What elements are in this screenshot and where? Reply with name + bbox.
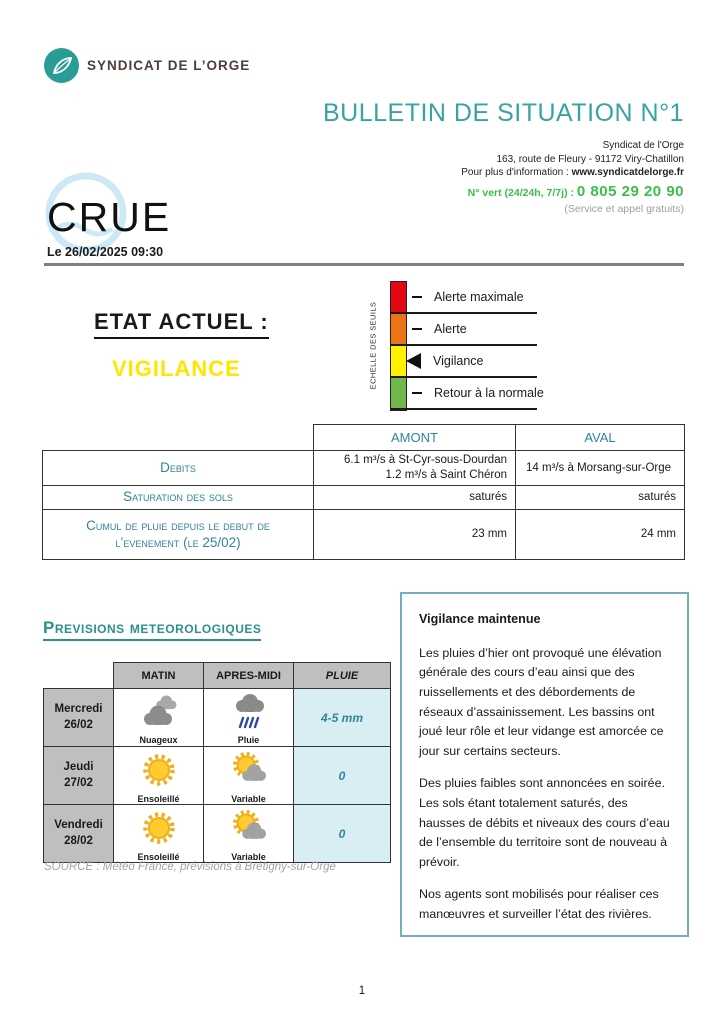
tick-mark (412, 392, 422, 394)
debits-amont-value: 6.1 m³/s à St-Cyr-sous-Dourdan 1.2 m³/s à Saint Chéron (314, 451, 516, 486)
column-header-aval: AVAL (516, 425, 685, 451)
notice-paragraph: Des pluies faibles sont annoncées en soirée. Les sols étant totalement saturés, des hausses de débits et niveaux des cours d’eau de l’ensemble du territoire sont de nouveau à prévoir. (419, 776, 670, 869)
sun-cloud-icon (229, 751, 269, 789)
rain-amount-cell: 4-5 mm (294, 689, 391, 747)
green-number-note: (Service et appel gratuits) (564, 202, 684, 215)
saturation-amont-value: saturés (314, 486, 516, 510)
scale-level-row-current (390, 345, 550, 377)
weather-caption: Variable (231, 851, 266, 862)
current-state-label: ETAT ACTUEL : (94, 309, 269, 339)
sun-cloud-icon (229, 809, 269, 847)
day-cell: Mercredi 26/02 (44, 689, 114, 747)
event-datetime: Le 26/02/2025 09:30 (47, 245, 164, 259)
tick-mark (412, 328, 422, 330)
forecast-source: SOURCE : Météo France, prévisions à Brétigny-sur-Orge (44, 861, 336, 873)
weather-caption: Ensoleillé (137, 793, 180, 804)
sun-icon (139, 809, 179, 847)
green-number-line (461, 182, 684, 202)
notice-title: Vigilance maintenue (419, 612, 541, 626)
current-state-value: VIGILANCE (112, 356, 241, 381)
cumul-aval-value: 24 mm (516, 510, 685, 560)
brand-name: SYNDICAT DE L’ORGE (87, 58, 251, 73)
debits-aval-value: 14 m³/s à Morsang-sur-Orge (516, 451, 685, 486)
saturation-aval-value: saturés (516, 486, 685, 510)
scale-level-row (390, 377, 550, 409)
cumul-amont-value: 23 mm (314, 510, 516, 560)
page-number: 1 (358, 985, 366, 997)
column-header-amont: AMONT (314, 425, 516, 451)
scale-level-label: Retour à la normale (434, 386, 544, 400)
weather-cell-morning (114, 805, 204, 863)
rain-icon (229, 694, 269, 730)
forecast-table (43, 662, 391, 863)
scale-level-row (390, 281, 550, 313)
rain-amount-cell: 0 (294, 805, 391, 863)
current-level-arrow-icon (406, 353, 421, 369)
syndicat-logo (44, 48, 79, 83)
weather-cell-morning (114, 689, 204, 747)
event-title: CRUE (47, 194, 172, 240)
page-title: BULLETIN DE SITUATION N°1 (323, 99, 684, 127)
weather-caption: Ensoleillé (137, 851, 180, 862)
forecast-heading: Previsions meteorologiques (43, 618, 261, 641)
column-header-matin: MATIN (114, 663, 204, 689)
weather-cell-afternoon (204, 689, 294, 747)
scale-level-label: Alerte maximale (434, 290, 524, 304)
green-number-label: N° vert (24/24h, 7/7j) : (467, 186, 577, 199)
day-cell: Jeudi 27/02 (44, 747, 114, 805)
leaf-icon (50, 54, 74, 78)
scale-level-label: Vigilance (433, 354, 484, 368)
rain-amount-cell: 0 (294, 747, 391, 805)
weather-caption: Pluie (237, 734, 260, 745)
column-header-apres-midi: APRES-MIDI (204, 663, 294, 689)
weather-cell-morning (114, 747, 204, 805)
day-cell: Vendredi 28/02 (44, 805, 114, 863)
info-line (461, 166, 684, 180)
empty-cell (43, 425, 314, 451)
header-divider (44, 263, 684, 266)
website-link[interactable]: www.syndicatdelorge.fr (571, 167, 684, 178)
org-line: Syndicat de l'Orge (602, 140, 684, 151)
situation-table (42, 424, 685, 560)
weather-cell-afternoon (204, 747, 294, 805)
notice-paragraph: Nos agents sont mobilisés pour réaliser ces manœuvres et surveiller l’état des rivières. (419, 887, 659, 922)
scale-level-row (390, 313, 550, 345)
empty-cell (44, 663, 114, 689)
notice-paragraph: Les pluies d’hier ont provoqué une élévation générale des cours d’eau ainsi que des ruissellements et des débordements de réseaux d’assainissement. Les bassins ont joué leur rôle et leur vidange est amorcée ce jour sur certains secteurs. (419, 645, 664, 758)
notice-box (400, 592, 689, 937)
scale-axis-label: ECHELLE DES SEUILS (368, 301, 378, 389)
clouds-icon (139, 694, 179, 730)
weather-caption: Variable (231, 793, 266, 804)
weather-caption: Nuageux (139, 734, 178, 745)
tick-mark (412, 296, 422, 298)
scale-level-label: Alerte (434, 322, 467, 336)
weather-cell-afternoon (204, 805, 294, 863)
header-address-block (461, 139, 684, 216)
info-prefix: Pour plus d'information : (461, 167, 572, 178)
row-label-cumul-pluie: Cumul de pluie depuis le debut de l’evenement (le 25/02) (43, 510, 314, 560)
green-number: 0 805 29 20 90 (576, 182, 684, 200)
sun-icon (139, 751, 179, 789)
address-line: 163, route de Fleury - 91172 Viry-Chatillon (496, 153, 684, 165)
row-label-debits: Debits (43, 451, 314, 486)
column-header-pluie: PLUIE (294, 663, 391, 689)
row-label-saturation: Saturation des sols (43, 486, 314, 510)
